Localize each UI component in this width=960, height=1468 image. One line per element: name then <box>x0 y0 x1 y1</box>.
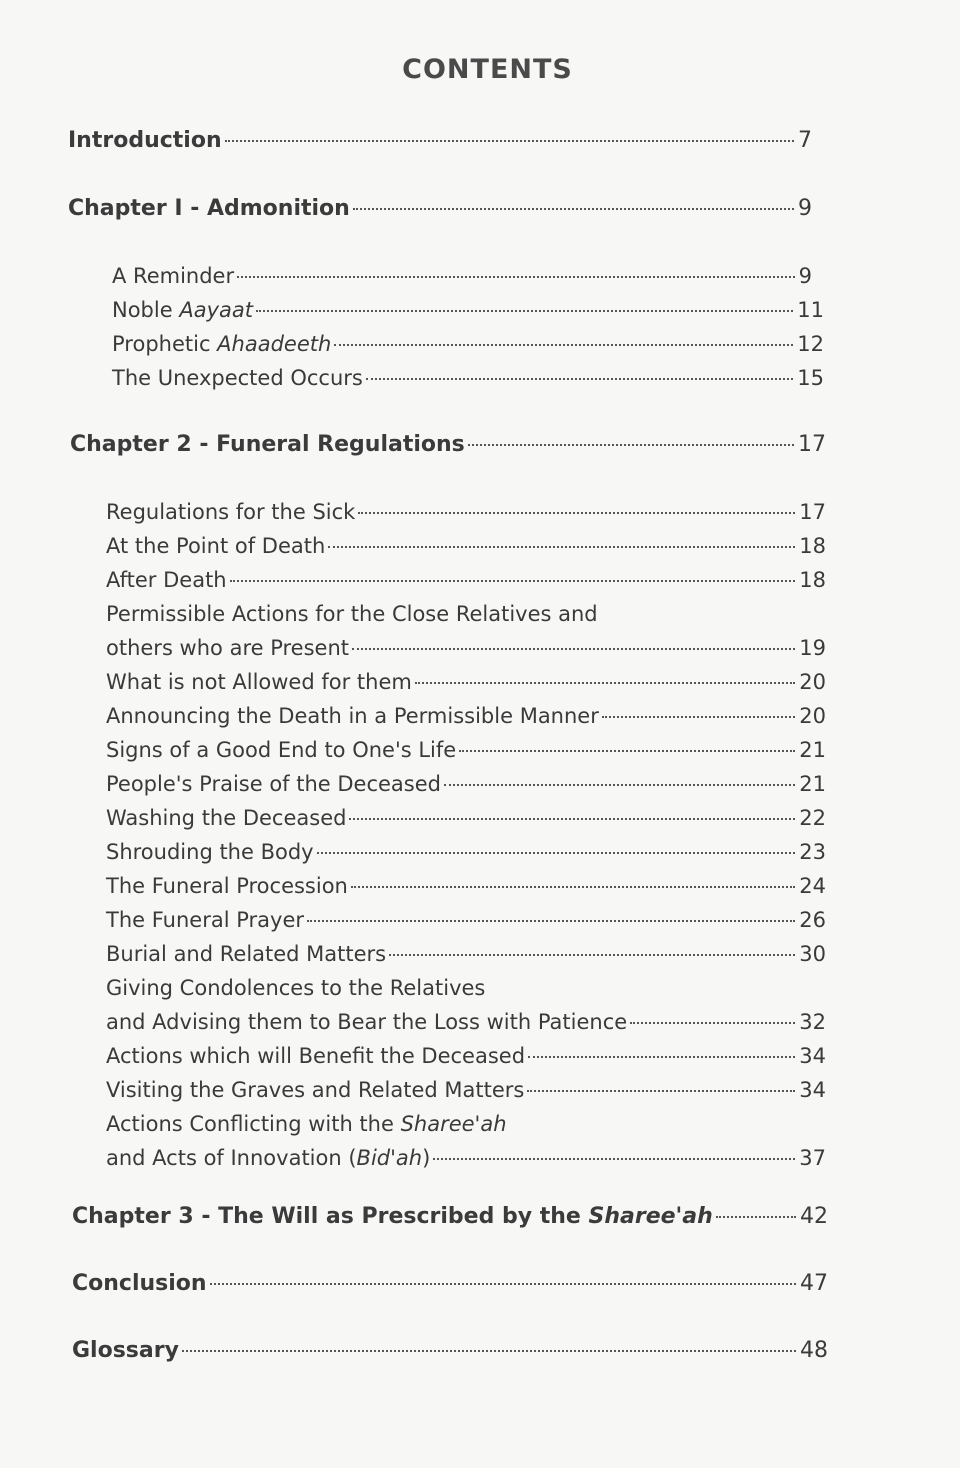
entry-label: The Unexpected Occurs <box>112 366 363 390</box>
dot-leader <box>317 852 796 854</box>
entry-label: The Funeral Prayer <box>106 908 304 932</box>
entry-label: At the Point of Death <box>106 534 326 558</box>
page-number: 7 <box>798 128 812 153</box>
toc-entry-washing[interactable] <box>106 806 826 840</box>
page-number: 15 <box>797 366 824 390</box>
toc-entry-permissible-actions[interactable] <box>106 636 826 670</box>
page-number: 32 <box>799 1010 826 1034</box>
page-number: 42 <box>800 1204 828 1229</box>
toc-entry-funeral-prayer[interactable] <box>106 908 826 942</box>
dot-leader <box>716 1216 796 1218</box>
entry-label: Glossary <box>72 1338 179 1363</box>
toc-entry-procession[interactable] <box>106 874 826 908</box>
dot-leader <box>328 546 795 548</box>
toc-entry-condolences[interactable] <box>106 1010 826 1044</box>
entry-label: and Advising them to Bear the Loss with Patience <box>106 1010 628 1034</box>
dot-leader <box>415 682 795 684</box>
entry-label: What is not Allowed for them <box>106 670 412 694</box>
toc-entry-peoples-praise[interactable] <box>106 772 826 806</box>
page-number: 48 <box>800 1338 828 1363</box>
toc-entry-regulations-sick[interactable] <box>106 500 826 534</box>
entry-label: Conclusion <box>72 1271 207 1296</box>
entry-label-line-1: Giving Condolences to the Relatives <box>106 976 486 1000</box>
dot-leader <box>334 344 793 346</box>
entry-label: Actions which will Benefit the Deceased <box>106 1044 526 1068</box>
toc-entry-conclusion[interactable] <box>72 1271 828 1305</box>
dot-leader <box>358 512 795 514</box>
dot-leader <box>433 1158 795 1160</box>
page-title: CONTENTS <box>402 54 573 85</box>
dot-leader <box>256 310 793 312</box>
toc-entry-introduction[interactable] <box>68 128 812 162</box>
toc-entry-after-death[interactable] <box>106 568 826 602</box>
page-number: 22 <box>799 806 826 830</box>
page-number: 20 <box>799 704 826 728</box>
dot-leader <box>389 954 795 956</box>
page-number: 19 <box>799 636 826 660</box>
toc-entry-noble-aayaat[interactable] <box>112 298 824 332</box>
entry-label: and Acts of Innovation (Bid'ah) <box>106 1146 431 1170</box>
toc-entry-announcing-death[interactable] <box>106 704 826 738</box>
entry-label: Introduction <box>68 128 222 153</box>
toc-entry-chapter-1[interactable] <box>68 196 812 230</box>
entry-label: Chapter I - Admonition <box>68 196 350 221</box>
page-number: 24 <box>799 874 826 898</box>
page-number: 37 <box>799 1146 826 1170</box>
toc-entry-a-reminder[interactable] <box>112 264 812 298</box>
entry-label: others who are Present <box>106 636 349 660</box>
page-number: 11 <box>797 298 824 322</box>
toc-entry-innovation[interactable] <box>106 1146 826 1180</box>
dot-leader <box>352 648 795 650</box>
entry-label: Regulations for the Sick <box>106 500 356 524</box>
page-number: 9 <box>798 196 812 221</box>
dot-leader <box>528 1056 795 1058</box>
page-number: 9 <box>798 264 812 288</box>
entry-label: The Funeral Procession <box>106 874 348 898</box>
dot-leader <box>602 716 795 718</box>
dot-leader <box>237 276 795 278</box>
dot-leader <box>225 140 794 142</box>
page-number: 17 <box>798 432 826 457</box>
page-number: 26 <box>799 908 826 932</box>
page-number: 47 <box>800 1271 828 1296</box>
dot-leader <box>307 920 795 922</box>
entry-label: Burial and Related Matters <box>106 942 387 966</box>
entry-label: After Death <box>106 568 227 592</box>
toc-entry-benefit-deceased[interactable] <box>106 1044 826 1078</box>
entry-label: Shrouding the Body <box>106 840 314 864</box>
entry-label: Washing the Deceased <box>106 806 347 830</box>
entry-label: People's Praise of the Deceased <box>106 772 441 796</box>
entry-label: Announcing the Death in a Permissible Manner <box>106 704 599 728</box>
dot-leader <box>630 1022 795 1024</box>
dot-leader <box>527 1090 795 1092</box>
page-number: 30 <box>799 942 826 966</box>
entry-label: Noble Aayaat <box>112 298 253 322</box>
toc-entry-visiting-graves[interactable] <box>106 1078 826 1112</box>
toc-entry-unexpected-occurs[interactable] <box>112 366 824 400</box>
entry-label: Prophetic Ahaadeeth <box>112 332 332 356</box>
page-number: 21 <box>799 738 826 762</box>
page-number: 18 <box>799 568 826 592</box>
toc-entry-not-allowed[interactable] <box>106 670 826 704</box>
page-number: 17 <box>799 500 826 524</box>
dot-leader <box>349 818 795 820</box>
dot-leader <box>444 784 795 786</box>
entry-label-line-1: Permissible Actions for the Close Relatives and <box>106 602 598 626</box>
toc-entry-shrouding[interactable] <box>106 840 826 874</box>
entry-label: Signs of a Good End to One's Life <box>106 738 457 762</box>
toc-entry-prophetic-ahaadeeth[interactable] <box>112 332 824 366</box>
dot-leader <box>351 886 795 888</box>
dot-leader <box>353 208 794 210</box>
page-number: 12 <box>797 332 824 356</box>
entry-label: Chapter 3 - The Will as Prescribed by the Sharee'ah <box>72 1204 713 1229</box>
entry-label: A Reminder <box>112 264 235 288</box>
page-number: 34 <box>799 1044 826 1068</box>
dot-leader <box>459 750 795 752</box>
page-number: 21 <box>799 772 826 796</box>
toc-entry-signs-good-end[interactable] <box>106 738 826 772</box>
entry-label: Visiting the Graves and Related Matters <box>106 1078 525 1102</box>
toc-entry-burial[interactable] <box>106 942 826 976</box>
toc-entry-point-of-death[interactable] <box>106 534 826 568</box>
toc-entry-chapter-2[interactable] <box>70 432 826 466</box>
dot-leader <box>210 1283 796 1285</box>
dot-leader <box>230 580 796 582</box>
dot-leader <box>366 378 793 380</box>
page-number: 20 <box>799 670 826 694</box>
dot-leader <box>182 1350 796 1352</box>
toc-entry-chapter-3[interactable] <box>72 1204 828 1238</box>
entry-label-line-1: Actions Conflicting with the Sharee'ah <box>106 1112 507 1136</box>
dot-leader <box>468 444 794 446</box>
toc-entry-glossary[interactable] <box>72 1338 828 1372</box>
page-number: 18 <box>799 534 826 558</box>
page-number: 23 <box>799 840 826 864</box>
page-number: 34 <box>799 1078 826 1102</box>
entry-label: Chapter 2 - Funeral Regulations <box>70 432 465 457</box>
